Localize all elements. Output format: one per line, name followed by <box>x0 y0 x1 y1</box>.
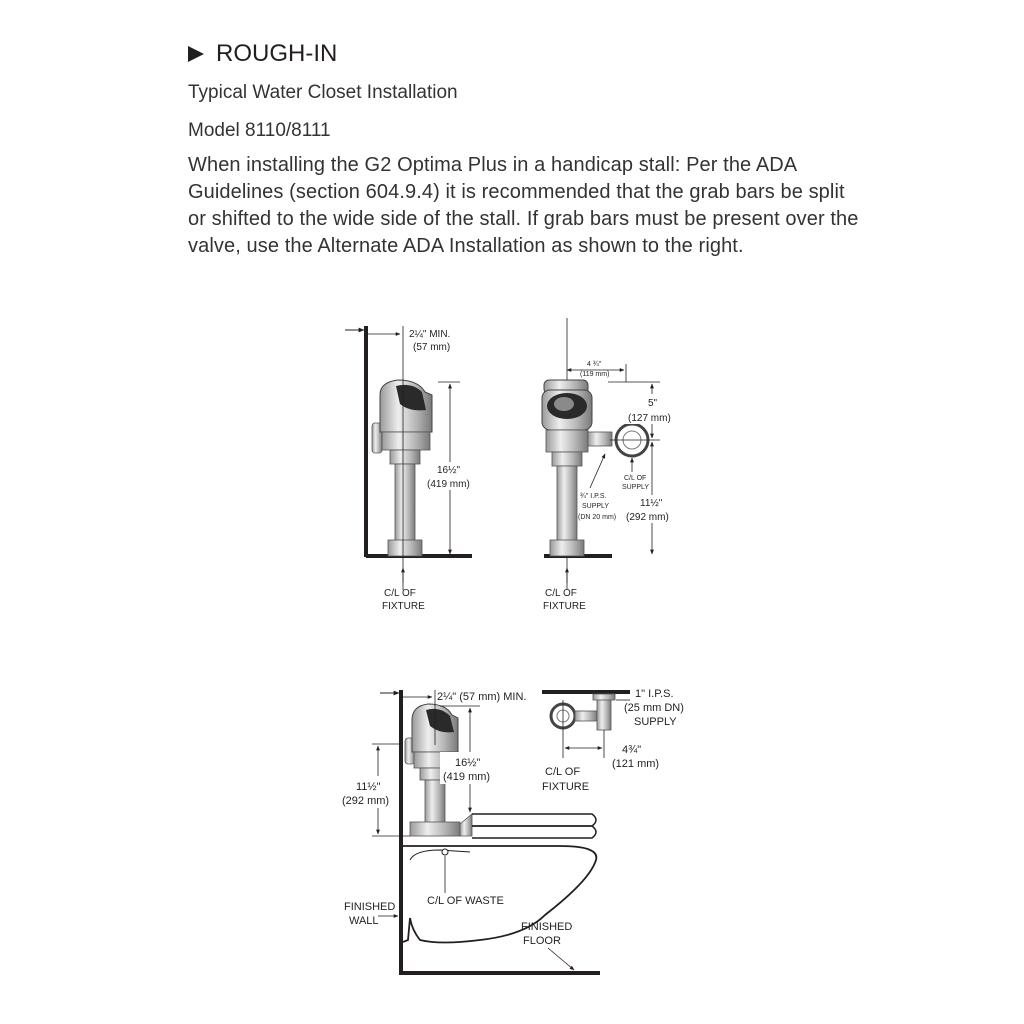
cl-waste: C/L OF WASTE <box>427 895 504 907</box>
min-dim-label: 2¼" MIN. <box>409 329 451 340</box>
side-view-diagram <box>345 326 477 612</box>
section-title-text: ROUGH-IN <box>216 40 338 67</box>
top-dim-mm: (127 mm) <box>628 413 671 424</box>
finished-floor-1: FINISHED <box>521 921 573 933</box>
offset-dim-label: 4 ¾" <box>587 361 602 368</box>
model-number: Model 8110/8111 <box>188 120 331 141</box>
ips-size: 1" I.P.S. <box>635 688 674 700</box>
install-offset-dim: 4¾" <box>622 744 642 756</box>
supply-size: ¾" I.P.S. <box>580 493 607 500</box>
supply-height-label: 11½" <box>640 498 663 509</box>
install-left-dim: 11½" <box>356 781 381 793</box>
finished-wall-2: WALL <box>349 915 379 927</box>
front-view-diagram <box>542 318 682 612</box>
supply-height-mm: (292 mm) <box>626 512 669 523</box>
flush-valve-side <box>372 380 432 556</box>
cl-supply-1: C/L OF <box>624 475 647 482</box>
cl-supply-2: SUPPLY <box>622 484 650 491</box>
install-min-dim: 2¼" (57 mm) MIN. <box>437 691 527 703</box>
supply-plan-view <box>542 692 630 758</box>
height-dim-mm: (419 mm) <box>427 479 470 490</box>
finished-floor-2: FLOOR <box>523 935 561 947</box>
cl-fixture-1: C/L OF <box>384 588 416 599</box>
installation-diagram <box>340 688 684 975</box>
top-dim-label: 5" <box>648 398 658 409</box>
install-offset-mm: (121 mm) <box>612 758 660 770</box>
install-valve-mm: (419 mm) <box>443 771 491 783</box>
finished-wall-1: FINISHED <box>344 901 396 913</box>
ada-paragraph: When installing the G2 Optima Plus in a handicap stall: Per the ADA Guidelines (section 604.9.4) it is recommended that the grab bars be split or shifted to the wide side of the stall. If grab bars must be present over the valve, use the Alternate ADA Installation as shown to the right. <box>188 154 859 257</box>
install-valve-dim: 16½" <box>455 757 481 769</box>
supply-label: SUPPLY <box>582 503 610 510</box>
supply-dn: (DN 20 mm) <box>578 514 617 521</box>
ips-supply: SUPPLY <box>634 716 677 728</box>
install-cl-2: FIXTURE <box>542 781 590 793</box>
ips-dn: (25 mm DN) <box>624 702 684 714</box>
front-cl-fixture-2: FIXTURE <box>543 601 586 612</box>
height-dim-label: 16½" <box>437 465 461 476</box>
front-cl-fixture-1: C/L OF <box>545 588 577 599</box>
install-left-mm: (292 mm) <box>342 795 390 807</box>
cl-fixture-2: FIXTURE <box>382 601 425 612</box>
install-cl-1: C/L OF <box>545 766 581 778</box>
min-dim-mm: (57 mm) <box>413 342 451 353</box>
offset-dim-mm: (119 mm) <box>580 371 610 378</box>
subtitle: Typical Water Closet Installation <box>188 82 458 103</box>
